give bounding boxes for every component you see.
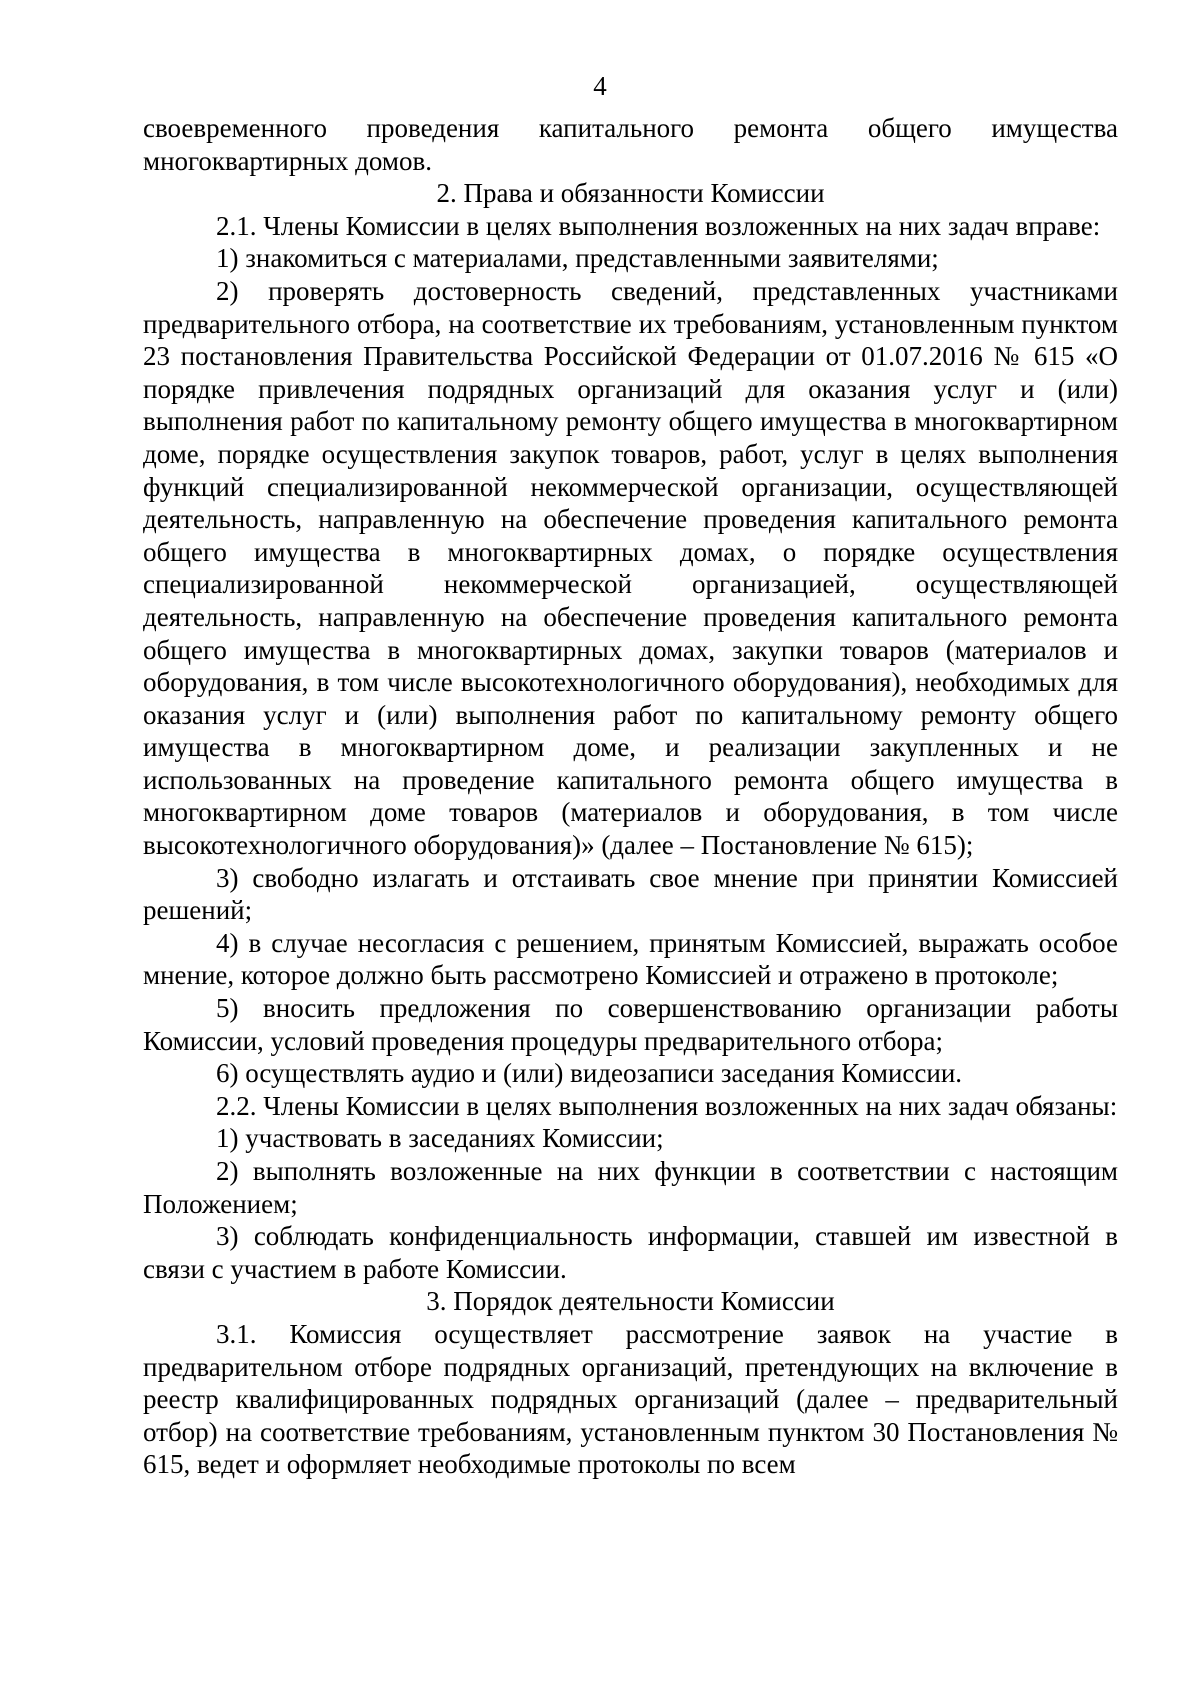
document-body: [143, 112, 1118, 1481]
section-2-heading: 2. Права и обязанности Комиссии: [436, 178, 825, 209]
clause-2-1-item-3: 3) свободно излагать и отстаивать свое мнение при принятии Комиссией решений;: [143, 862, 1118, 926]
clause-2-1-item-5: 5) вносить предложения по совершенствованию организации работы Комиссии, условий проведения процедуры предварительного отбора;: [143, 993, 1118, 1056]
clause-2-2-item-1: 1) участвовать в заседаниях Комиссии;: [216, 1123, 664, 1154]
section-3-heading: 3. Порядок деятельности Комиссии: [426, 1286, 835, 1317]
clause-2-1-item-2: 2) проверять достоверность сведений, представленных участниками предварительного отбора, на соответствие их требованиям, установленным пунктом 23 постановления Правительства Российской Федерации от 01.07.2016 № 615 «О порядке привлечения подрядных организаций для оказания услуг и (или) выполнения работ по капитальному ремонту общего имущества в многоквартирном доме, порядке осуществления закупок товаров, работ, услуг в целях выполнения функций специализированной некоммерческой организации, осуществляющей деятельность, направленную на обеспечение проведения капитального ремонта общего имущества в многоквартирных домах, о порядке осуществления специализированной некоммерческой организацией, осуществляющей деятельность, направленную на обеспечение проведения капитального ремонта общего имущества в многоквартирных домах, закупки товаров (материалов и оборудования, в том числе высокотехнологичного оборудования), необходимых для оказания услуг и (или) выполнения работ по капитальному ремонту общего имущества в многоквартирном доме, и реализации закупленных и не использованных на проведение капитального ремонта общего имущества в многоквартирном доме товаров (материалов и оборудования, в том числе высокотехнологичного оборудования)» (далее – Постановление № 615);: [143, 275, 1118, 861]
clause-2-2-item-2: 2) выполнять возложенные на них функции в соответствии с настоящим Положением;: [143, 1156, 1118, 1219]
intro-continuation-paragraph: своевременного проведения капитального ремонта общего имущества многоквартирных домов.: [143, 113, 1118, 176]
clause-2-1-item-6: 6) осуществлять аудио и (или) видеозаписи заседания Комиссии.: [216, 1058, 963, 1089]
clause-2-1-item-4: 4) в случае несогласия с решением, принятым Комиссией, выражать особое мнение, которое должно быть рассмотрено Комиссией и отражено в протоколе;: [143, 927, 1118, 991]
clause-2-2-paragraph: 2.2. Члены Комиссии в целях выполнения возложенных на них задач обязаны:: [216, 1090, 1118, 1121]
clause-3-1-paragraph: 3.1. Комиссия осуществляет рассмотрение заявок на участие в предварительном отборе подрядных организаций, претендующих на включение в реестр квалифицированных подрядных организаций (далее – предварительный отбор) на соответствие требованиям, установленным пунктом 30 Постановления № 615, ведет и оформляет необходимые протоколы по всем: [143, 1318, 1118, 1480]
clause-2-1-item-1: 1) знакомиться с материалами, представленными заявителями;: [216, 243, 939, 274]
clause-2-2-item-3: 3) соблюдать конфиденциальность информации, ставшей им известной в связи с участием в работе Комиссии.: [143, 1221, 1118, 1284]
clause-2-1-paragraph: 2.1. Члены Комиссии в целях выполнения возложенных на них задач вправе:: [216, 210, 1101, 241]
page-number: 4: [593, 71, 607, 101]
